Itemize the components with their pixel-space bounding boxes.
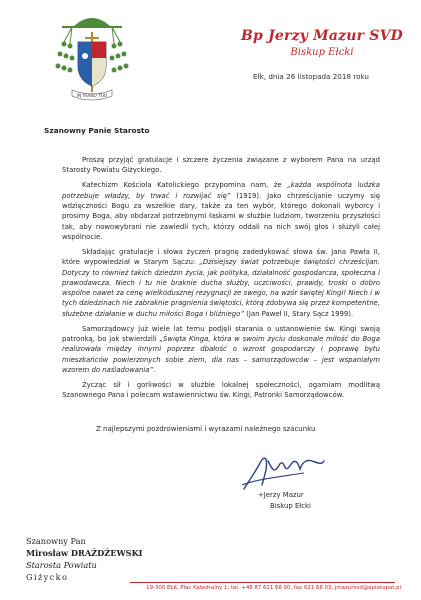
paragraph-5: Życząc sił i gorliwości w służbie lokalnej społeczności, ogarniam modlitwą Szanownego Pana i polecam wstawiennictwu św. Kingi, Patronki Samorządowców. — [62, 381, 380, 400]
letter-body — [62, 155, 380, 406]
paragraph-3: Składając gratulacje i słowa życzeń pragnę zadedykować słowa św. Jana Pawła II, które wypowiedział w Starym Sączu: „Dzisiejszy świat potrzebuje świętości chrześcijan. Dotyczy to również takich dziedzin życia, jak polityka, działalność gospodarcza, społeczna i prawodawcza. Niech i tu nie braknie ducha służby, uczciwości, prawdy, troski o dobro wspólne nawet za cenę wielkodusznej rezygnacji ze swego, na wzór świętej Kingi! Niech i w tych dziedzinach nie zabraknie pragnienia świętości, którą zdobywa się przez kompetentne, służebne działanie w duchu miłości Boga i bliźniego” (Jan Paweł II, Stary Sącz 1999). — [62, 247, 380, 318]
recipient-address — [26, 535, 143, 583]
signature-icon — [238, 449, 328, 495]
quote: „Dzisiejszy świat potrzebuje świętości chrześcijan. Dotyczy to również takich dziedzin życia, jak polityka, działalność gospodarcza, społeczna i prawodawcza. Niech i tu nie braknie ducha służby, uczciwości, prawdy, troski o dobro wspólne nawet za cenę wielkodusznej rezygnacji ze swego, na wzór świętej Kingi! Niech i w tych dziedzinach nie zabraknie pragnienia świętości, którą zdobywa się przez kompetentne, służebne działanie w duchu miłości Boga i bliźniego” — [62, 258, 380, 318]
footer-divider — [130, 582, 395, 583]
bishop-name: Bp Jerzy Mazur SVD — [240, 28, 404, 44]
recipient-name: Mirosław DRAŻDŻEWSKI — [26, 548, 143, 558]
svg-text:IN VERBO TUO: IN VERBO TUO — [76, 93, 108, 98]
paragraph-2: Katechizm Kościoła Katolickiego przypomina nam, że „każda wspólnota ludzka potrzebuje władzy, by trwać i rozwijać się” (1919). Jako chrześcijanie uczymy się wdzięczności Bogu za wszelkie dary, także za ten wybór, którego dokonali wyborcy i prosimy Boga, aby obdarzał potrzebnymi łaskami w służbie ludziom, tworzeniu przyszłości tak, aby nowowybrani nie zawiedli tych, którzy oddali na nich swój głos i służyli całej wspólnocie. — [62, 181, 380, 241]
greeting: Szanowny Panie Starosto — [44, 126, 150, 135]
paragraph-1: Proszę przyjąć gratulacje i szczere życzenia związane z wyborem Pana na urząd Starosty Powiatu Giżyckiego. — [62, 156, 380, 175]
recipient-salutation: Szanowny Pan — [26, 536, 86, 546]
bishop-title: Biskup Ełcki — [290, 47, 354, 58]
closing-line: Z najlepszymi pozdrowieniami i wyrazami należnego szacunku — [96, 425, 316, 433]
signer-name: +Jerzy Mazur — [258, 491, 304, 499]
signer-title: Biskup Ełcki — [270, 502, 311, 510]
paragraph-4: Samorządowcy już wiele lat temu podjęli starania o ustanowienie św. Kingi swoją patronką, bo jak stwierdzili „Święta Kinga, która w swoim życiu doskonale miłość do Boga realizowała między innymi poprzez dbałość o wzrost gospodarczy i poprawę bytu mieszkańców powierzonych sobie ziem, dla nas – samorządowców – jest wspaniałym wzorem do naśladowania”. — [62, 324, 380, 375]
recipient-city: Giżycko — [26, 572, 69, 582]
coat-of-arms-icon — [52, 8, 132, 108]
date-line: Ełk, dnia 26 listopada 2018 roku — [253, 72, 369, 81]
quote: „każda wspólnota ludzka potrzebuje władzy, by trwać i rozwijać się” — [62, 181, 380, 200]
footer-contact: 19-300 EŁK, Plac Katedralny 1; tel. +48 87 621 68 00, fax 621 68 03; jmazursvd@episkopat.pl — [146, 585, 401, 591]
recipient-position: Starosta Powiatu — [26, 560, 97, 570]
quote: „Święta Kinga, która w swoim życiu doskonale miłość do Boga realizowała między innymi poprzez dbałość o wzrost gospodarczy i poprawę bytu mieszkańców powierzonych sobie ziem, dla nas – samorządowców – jest wspaniałym wzorem do naśladowania” — [62, 335, 380, 375]
